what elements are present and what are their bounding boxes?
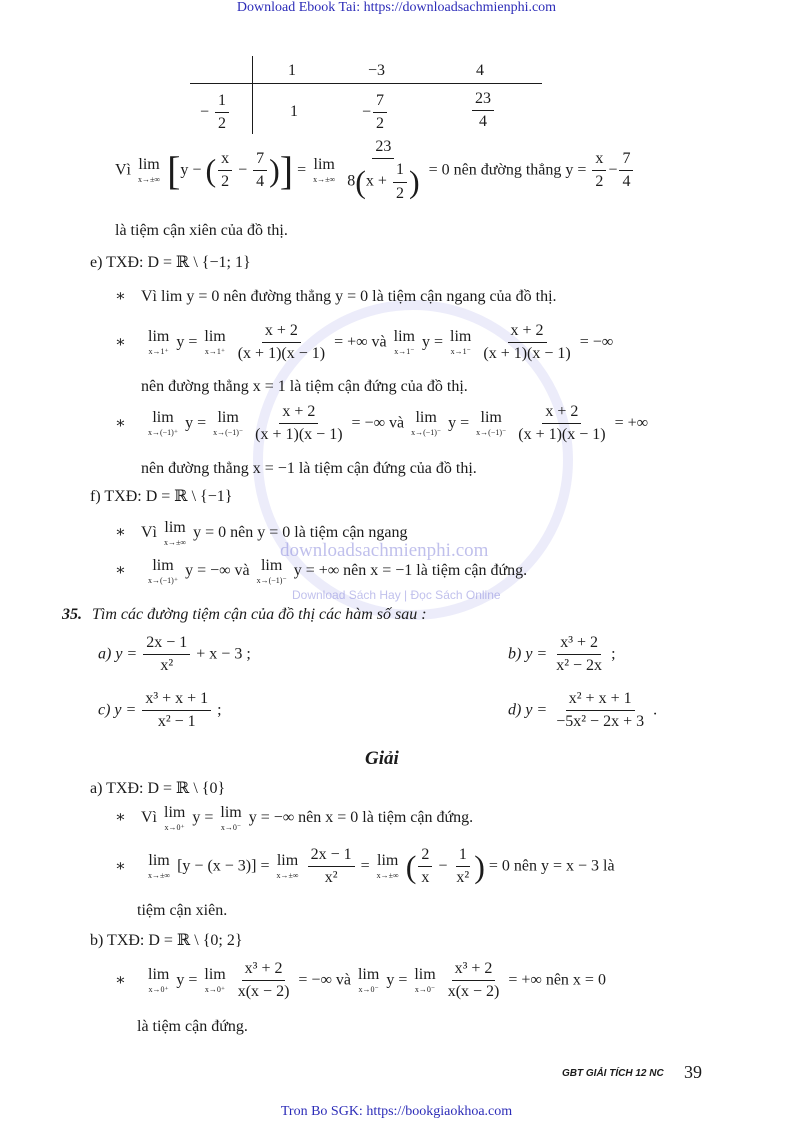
limit [450,329,471,356]
fraction [480,322,573,364]
limit [213,410,243,437]
fraction [373,92,387,134]
lim-word: lim [164,519,186,536]
text-line: là tiệm cận đứng. [137,1018,248,1035]
lim-sub: x→(−1)⁻ [476,428,507,438]
text: ; [217,701,222,719]
lim-sub: x→1⁻ [450,347,471,357]
lim-sub: x→±∞ [276,871,299,881]
denominator: (x + 1)(x − 1) [483,345,571,363]
text: = +∞ nên x = 0 [508,971,606,989]
limit [414,967,435,994]
numerator: 1 [215,92,229,113]
text: + x − 3 ; [196,645,251,663]
lim-word: lim [138,156,160,174]
exercise-item-a [98,634,251,676]
numerator: 23 [372,138,394,159]
watermark-site: downloadsachmienphi.com [280,540,489,561]
limit [411,410,441,437]
text: Vì [141,524,157,542]
page-tag: GBT GIẢI TÍCH 12 NC [562,1068,664,1079]
fraction [553,690,647,732]
text-line: tiệm cận xiên. [137,902,228,919]
limit [148,967,169,994]
fraction [619,150,633,192]
fraction [344,138,422,203]
text: = −∞ [579,333,614,351]
denominator: x² − 2x [556,657,603,675]
limit [476,410,506,437]
denominator: −5x² − 2x + 3 [556,713,645,731]
fraction [453,846,472,888]
section-a-label: a) TXĐ: D = ℝ \ {0} [90,780,226,797]
lim-word: lim [152,409,174,427]
coef: 8 [347,172,356,190]
eq: = [360,857,370,875]
denominator: x² [160,657,174,675]
limit-line: ∗ lim x→1⁺ y = lim x→1⁺ $\frac{x + 2}{(x + 1)(x - 1)}$ = +∞ và lim x→1⁻ y = lim x→1⁻ $\frac{x + 2}{(x + 1)(x - 1)}$ = −∞ [115,322,614,363]
text: = −∞ và [298,971,351,989]
table-cell: 1 [288,62,296,79]
denominator: (x + 1)(x − 1) [237,345,326,363]
limit [394,329,415,356]
fraction [235,960,293,1002]
fraction [218,150,232,192]
numerator: x + 2 [262,322,301,343]
lim-word: lim [450,328,472,346]
limit [220,805,241,832]
fraction [418,846,432,888]
label: c) y = [98,701,137,719]
numerator: x³ + x + 1 [142,690,211,711]
solution-heading: Giải [365,748,399,769]
text: y = −∞ và [185,562,250,580]
lim-sub: x→±∞ [313,175,336,185]
lim-word: lim [480,409,502,427]
numerator: x³ + 2 [452,960,496,981]
text: y = 0 nên y = 0 là tiệm cận ngang [193,524,408,542]
text-line: nên đường thẳng x = 1 là tiệm cận đứng của đồ thị. [141,378,468,395]
limit-line: ∗ lim x→0⁺ y = lim x→0⁺ $\frac{\text{x³ + 2}}{x(x - 2)}$ = −∞ và lim x→0⁻ y = lim x→0⁻ $\frac{\text{x³ + 2}}{x(x - 2)}$ = +∞ nên x = 0 [115,960,606,1001]
table-cell: −3 [368,62,386,79]
lim-sub: x→0⁺ [204,985,226,995]
fraction [235,322,328,364]
minus-sign: − [200,103,210,121]
denominator: 2 [376,115,385,133]
lim-sub: x→1⁺ [148,347,169,357]
lim-sub: x→(−1)⁺ [148,576,179,585]
fraction [142,690,211,732]
limit [148,558,178,585]
text: . [653,701,658,719]
limit [138,157,160,184]
limit [377,853,399,880]
text-line: nên đường thẳng x = −1 là tiệm cận đứng của đồ thị. [141,460,477,477]
lim-word: lim [260,557,283,574]
lim-word: lim [148,966,170,984]
denominator: 2 [595,173,604,191]
limit [164,805,185,832]
fraction [553,634,605,676]
limit [257,558,287,585]
table-cell: 1 [290,103,298,120]
lim-sub: x→1⁻ [394,347,415,357]
fraction [472,90,494,132]
header-link[interactable]: Download Ebook Tai: https://downloadsachmienphi.com [236,0,557,15]
lim-word: lim [377,852,399,870]
exercise-heading [62,606,427,624]
page-number: 39 [684,1062,702,1082]
fraction [445,960,503,1002]
text: = −∞ và [351,414,405,432]
lim-sub: x→0⁺ [164,823,185,832]
numerator: 1 [456,846,470,867]
lim-sub: x→0⁻ [414,985,436,995]
denominator: 4 [256,173,265,191]
table-cell: 4 [476,62,484,79]
numerator: x + 2 [542,403,581,424]
denominator: 4 [479,113,487,131]
text: Vì [115,161,131,179]
denominator: x [421,869,430,887]
denominator: (x + 1)(x − 1) [255,426,343,444]
denominator: x² − 1 [157,713,196,731]
lim-sub: x→±∞ [376,871,399,881]
numerator: x [592,150,606,171]
lim-word: lim [148,328,170,346]
label: b) y = [508,645,548,663]
numerator: x [218,150,232,171]
lim-word: lim [148,852,170,870]
label: d) y = [508,701,548,719]
denominator: 2 [395,184,404,202]
var: x [365,172,374,190]
limit-line: ∗ Vì lim x→0⁺ y = lim x→0⁻ y = −∞ nên x = 0 là tiệm cận đứng. [115,804,474,832]
lim-sub: x→(−1)⁻ [256,576,287,585]
exercise-item-d [508,690,657,732]
limit [276,853,298,880]
lim-sub: x→±∞ [148,871,171,881]
text: Vì [141,809,157,827]
lim-sub: x→±∞ [164,538,187,547]
denominator: 4 [622,173,631,191]
limit [204,329,225,356]
denominator: 2 [218,115,227,133]
fraction [253,150,267,192]
footer-link[interactable]: Tron Bo SGK: https://bookgiaokhoa.com [280,1104,513,1119]
lim-sub: x→(−1)⁻ [411,428,442,438]
lim-sub: x→0⁻ [358,985,379,995]
numerator: x + 2 [508,322,547,343]
lim-word: lim [204,966,226,984]
table-cell [200,92,231,134]
lim-sub: x→(−1)⁺ [148,428,179,438]
fraction [252,403,345,445]
numerator: 7 [619,150,633,171]
table-cell: − $\frac{7}{2}$ [362,92,389,134]
table-vline [252,56,253,134]
fraction [308,846,355,888]
text: = 0 nên y = x − 3 là [488,857,615,875]
lim-sub: x→(−1)⁻ [213,428,244,438]
text-line: là tiệm cận xiên của đồ thị. [115,222,288,239]
label: a) y = [98,645,138,663]
exercise-item-c [98,690,222,732]
text: y = −∞ nên x = 0 là tiệm cận đứng. [248,809,474,827]
table-cell [470,90,496,132]
limit [358,967,379,994]
lim-sub: x→0⁻ [220,823,242,832]
limit [148,853,170,880]
text: Vì lim y = 0 nên đường thẳng y = 0 là tiệm cận ngang của đồ thị. [141,288,557,305]
var: y [180,161,189,179]
lim-word: lim [164,804,186,821]
denominator: x(x − 2) [237,983,290,1001]
lim-word: lim [415,409,437,427]
denominator: x² [456,869,470,887]
section-e-label: e) TXĐ: D = ℝ \ {−1; 1} [90,254,251,271]
limit [313,157,335,184]
numerator: 7 [253,150,267,171]
lim-word: lim [313,156,335,174]
exercise-title: Tìm các đường tiệm cận của đồ thị các hàm số sau : [92,606,427,623]
lim-word: lim [204,328,226,346]
lim-sub: x→1⁺ [204,347,226,357]
limit-line: ∗ lim x→(−1)⁺ y = −∞ và lim x→(−1)⁻ y = +∞ nên x = −1 là tiệm cận đứng. [115,557,528,585]
limit [164,520,186,547]
limit-line-slant: Vì lim x→±∞ [y − ( $\frac{x}{2}$ − $\frac{7}{4}$ )] = lim x→±∞ 23 8(x + $\frac{1}{2}$ ) = 0 nên đường thẳng y = $\frac{x}{2}$ − $\frac{7}{4}$ [115,138,635,203]
fraction [393,161,407,203]
eq: = [297,161,307,179]
numerator: 2 [418,846,432,867]
denominator: x(x − 2) [447,983,500,1001]
text-line: ∗ Vì lim y = 0 nên đường thẳng y = 0 là tiệm cận ngang của đồ thị. [115,288,557,305]
lim-word: lim [152,557,174,574]
exercise-number: 35. [62,606,82,623]
text: y = +∞ nên x = −1 là tiệm cận đứng. [293,562,528,580]
numerator: 2x − 1 [308,846,355,867]
denominator: 2 [221,173,230,191]
lim-word: lim [357,966,380,984]
lim-word: lim [217,409,239,427]
limit [204,967,225,994]
text: = 0 nên đường thẳng y = [428,161,587,179]
fraction [143,634,190,676]
denominator: 8(x + $\frac{1}{2}$ ) [347,161,420,202]
text: [y − (x − 3)] = [177,857,270,875]
fraction [215,92,229,134]
lim-sub: x→0⁺ [148,985,169,995]
limit-line: ∗ lim x→(−1)⁺ y = lim x→(−1)⁻ $\frac{x + 2}{(x + 1)(x - 1)}$ = −∞ và lim x→(−1)⁻ y = lim x→(−1)⁻ $\frac{x + 2}{(x + 1)(x - 1)}$ = +∞ [115,403,649,444]
section-b-label: b) TXĐ: D = ℝ \ {0; 2} [90,932,243,949]
denominator: (x + 1)(x − 1) [518,426,606,444]
limit [148,410,178,437]
denominator: x² [324,869,338,887]
lim-word: lim [414,966,436,984]
lim-sub: x→±∞ [138,175,161,185]
numerator: 1 [393,161,407,182]
lim-word: lim [220,804,242,821]
text: = +∞ và [334,333,387,351]
limit-line: ∗ lim x→±∞ [y − (x − 3)] = lim x→±∞ $\frac{2x - 1}{\text{x²}}$ = lim x→±∞ ( $\frac{2}{x}$ − $\frac{1}{\text{x²}}$ ) = 0 nên y = x − 3 là [115,846,615,887]
numerator: x² + x + 1 [566,690,635,711]
limit [148,329,169,356]
numerator: x + 2 [279,403,318,424]
lim-word: lim [276,852,299,870]
numerator: x³ + 2 [557,634,601,655]
numerator: x³ + 2 [242,960,286,981]
limit-line: ∗ Vì lim x→±∞ y = 0 nên y = 0 là tiệm cận ngang [115,519,408,547]
text: ; [611,645,616,663]
table-hline [190,83,542,84]
lim-word: lim [393,328,415,346]
watermark-tagline: Download Sách Hay | Đọc Sách Online [292,588,501,602]
numerator: 23 [472,90,494,111]
section-f-label: f) TXĐ: D = ℝ \ {−1} [90,488,233,505]
exercise-item-b [508,634,616,676]
numerator: 2x − 1 [143,634,190,655]
fraction [515,403,608,445]
numerator: 7 [373,92,387,113]
text: = +∞ [614,414,649,432]
fraction [592,150,606,192]
